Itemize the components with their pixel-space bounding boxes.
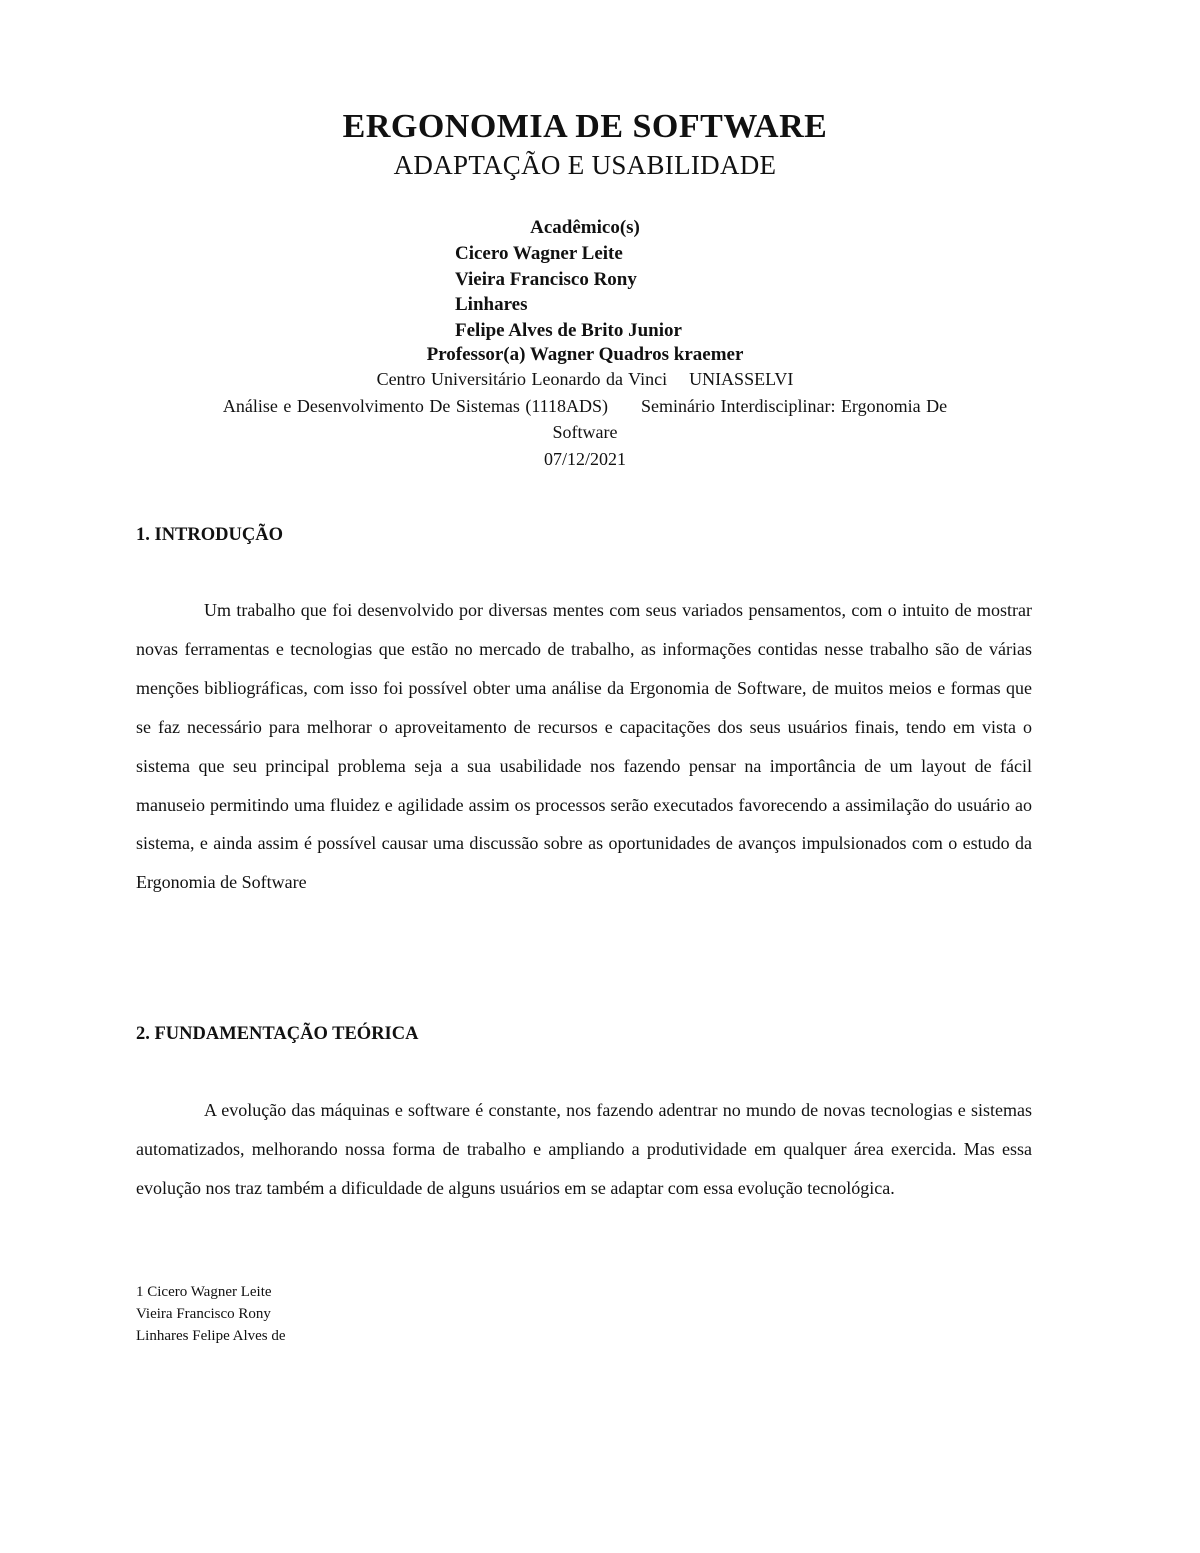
introduction-paragraph: Um trabalho que foi desenvolvido por diversas mentes com seus variados pensamentos, com o intuito de mostrar novas ferramentas e tecnologias que estão no mercado de trabalho, as informações contidas nesse trabalho são de várias menções bibliográficas, com isso foi possível obter uma análise da Ergonomia de Software, de muitos meios e formas que se faz necessário para melhorar o aproveitamento de recursos e capacitações dos seus usuários finais, tendo em vista o sistema que seu principal problema seja a sua usabilidade nos fazendo pensar na importância de um layout de fácil manuseio permitindo uma fluidez e agilidade assim os processos serão executados favorecendo a assimilação do usuário ao sistema, e ainda assim é possível causar uma discussão sobre as oportunidades de avanços impulsionados com o estudo da Ergonomia de Software: [136, 600, 1032, 893]
author-name: Linhares: [455, 294, 528, 315]
document-subtitle: ADAPTAÇÃO E USABILIDADE: [393, 150, 777, 180]
footnote-line: Vieira Francisco Rony: [136, 1306, 271, 1322]
theoretical-foundation-paragraph: A evolução das máquinas e software é constante, nos fazendo adentrar no mundo de novas tecnologias e sistemas automatizados, melhorando nossa forma de trabalho e ampliando a produtividade em qualquer área exercida. Mas essa evolução nos traz também a dificuldade de alguns usuários em se adaptar com essa evolução tecnológica.: [136, 1100, 1032, 1198]
author-list: [455, 241, 682, 343]
course-line: Análise e Desenvolvimento De Sistemas (1118ADS) Seminário Interdisciplinar: Ergonomia De: [222, 396, 948, 416]
section-heading-theoretical-foundation: 2. FUNDAMENTAÇÃO TEÓRICA: [136, 1024, 419, 1044]
document-title: ERGONOMIA DE SOFTWARE: [342, 108, 828, 145]
course-line-continuation: Software: [552, 422, 618, 442]
footnote-line: 1 Cicero Wagner Leite: [136, 1284, 272, 1300]
footnote-line: Linhares Felipe Alves de: [136, 1328, 286, 1344]
author-name: Felipe Alves de Brito Junior: [455, 319, 682, 341]
section-heading-introduction: 1. INTRODUÇÃO: [136, 525, 283, 545]
author-name: Vieira Francisco Rony: [455, 268, 637, 290]
document-date: 07/12/2021: [543, 449, 626, 469]
professor-line: Professor(a) Wagner Quadros kraemer: [426, 344, 744, 365]
academic-label: Acadêmico(s): [530, 217, 640, 238]
author-name: Cicero Wagner Leite: [455, 243, 623, 264]
institution-line: Centro Universitário Leonardo da Vinci UNIASSELVI: [376, 369, 794, 389]
footnote: [136, 1281, 286, 1347]
